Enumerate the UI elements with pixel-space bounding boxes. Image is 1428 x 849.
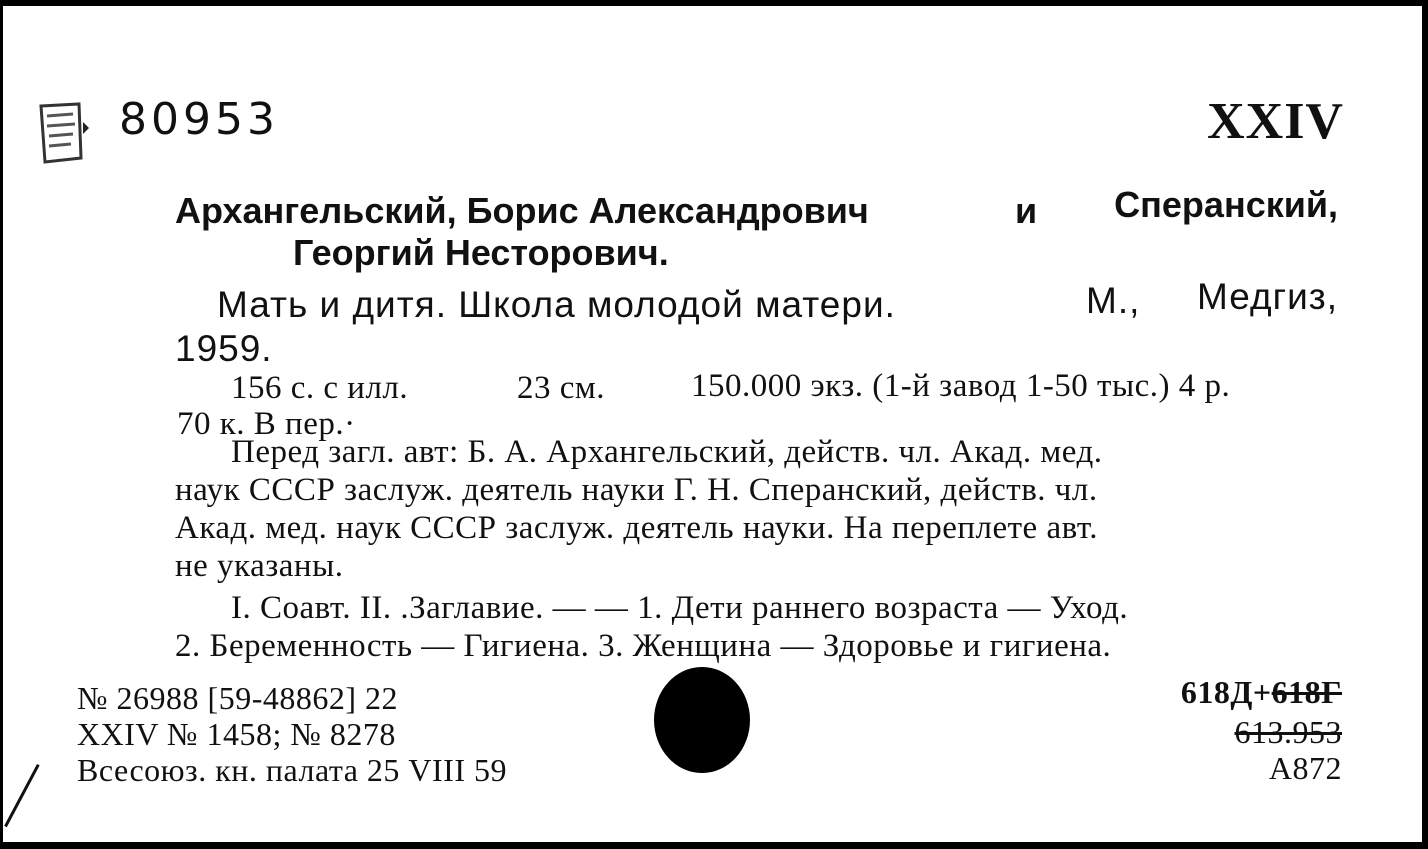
author-line-2: Георгий Несторович. <box>293 232 669 273</box>
author-mark: А872 <box>1268 750 1342 786</box>
section-number: XXIV <box>1207 93 1344 150</box>
footer-line-3: Всесоюз. кн. палата 25 VIII 59 <box>77 752 507 788</box>
classification-main <box>1181 674 1342 711</box>
title-line-1-left: Мать и дитя. Школа молодой матери. <box>217 284 896 325</box>
physical-desc-b: 23 см. <box>517 370 606 406</box>
title-line-1-right: Медгиз, <box>1197 276 1338 317</box>
footer-line-2: XXIV № 1458; № 8278 <box>77 716 396 752</box>
title-line-2: 1959. <box>175 328 273 369</box>
subject-line-2: 2. Беременность — Гигиена. 3. Женщина — Здоровье и гигиена. <box>175 628 1112 664</box>
classification-struck-code: 618Г <box>1271 674 1342 710</box>
author-line-1-right: Сперанский, <box>1114 184 1338 225</box>
pencil-slash-mark <box>4 764 40 827</box>
note-line-1: Перед загл. авт: Б. А. Архангельский, действ. чл. Акад. мед. <box>231 434 1103 470</box>
note-line-2: наук СССР заслуж. деятель науки Г. Н. Сперанский, действ. чл. <box>175 472 1098 508</box>
catalog-card <box>0 6 1424 842</box>
library-stamp-icon <box>35 98 91 168</box>
accession-number: 80953 <box>119 94 279 145</box>
author-line-1-mid: и <box>1015 190 1038 231</box>
classification-struck-line: 613.953 <box>1234 714 1342 750</box>
physical-desc-line-2: 70 к. В пер.· <box>177 406 356 442</box>
footer-line-1: № 26988 [59-48862] 22 <box>77 680 398 716</box>
note-line-4: не указаны. <box>175 548 344 584</box>
note-line-3: Акад. мед. наук СССР заслуж. деятель науки. На переплете авт. <box>175 510 1099 546</box>
title-line-1-mid: М., <box>1086 280 1141 321</box>
physical-desc-c: 150.000 экз. (1-й завод 1-50 тыс.) 4 р. <box>691 368 1231 404</box>
punch-hole <box>654 667 750 773</box>
author-line-1-left: Архангельский, Борис Александрович <box>175 190 869 231</box>
classification-code: 618Д+ <box>1180 674 1272 710</box>
subject-line-1: I. Соавт. II. .Заглавие. — — 1. Дети раннего возраста — Уход. <box>231 590 1129 626</box>
physical-desc-a: 156 с. с илл. <box>231 370 409 406</box>
